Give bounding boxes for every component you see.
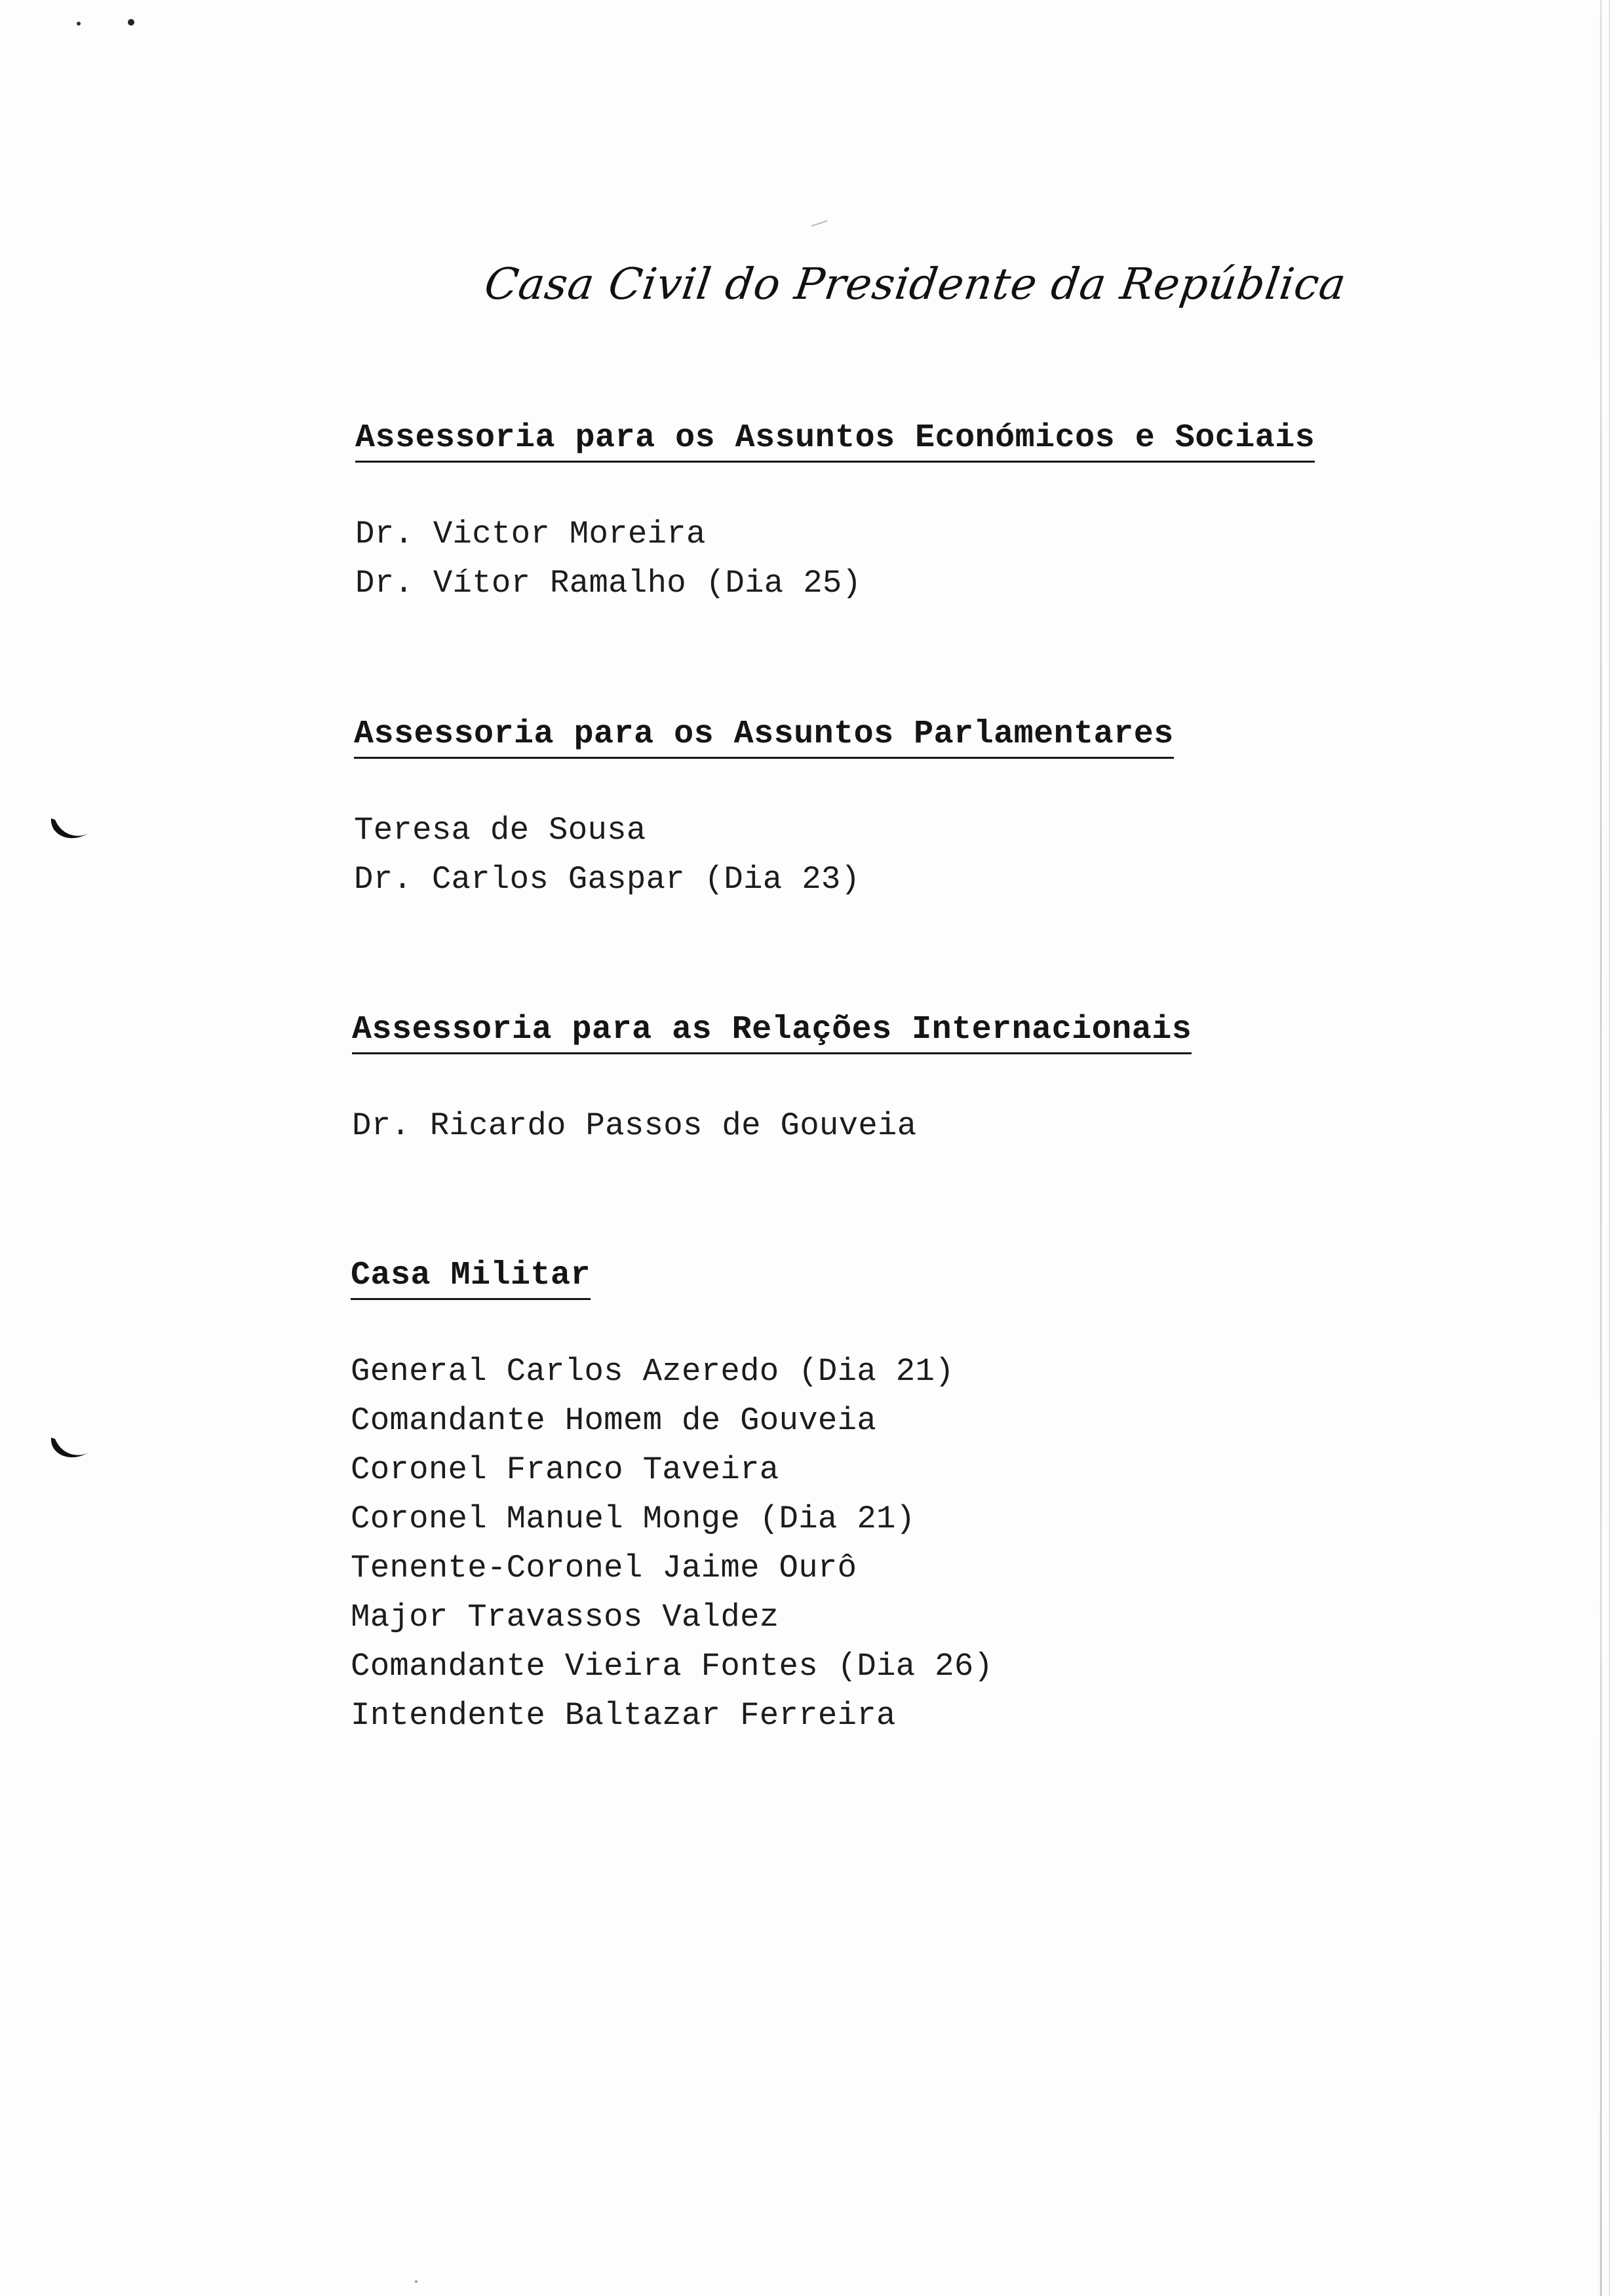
member-name: Dr. Ricardo Passos de Gouveia xyxy=(352,1107,917,1144)
letterhead xyxy=(481,259,1350,331)
member-name: Major Travassos Valdez xyxy=(351,1599,779,1636)
section-economic-social xyxy=(355,419,1315,619)
section-heading: Casa Militar xyxy=(351,1257,591,1300)
section-heading: Assessoria para os Assuntos Económicos e Sociais xyxy=(355,419,1315,463)
member-name: Coronel Franco Taveira xyxy=(351,1451,779,1488)
member-name: Dr. Victor Moreira xyxy=(355,516,706,552)
section-heading: Assessoria para as Relações Internacionais xyxy=(352,1011,1192,1054)
member-name: General Carlos Azeredo (Dia 21) xyxy=(351,1353,954,1390)
member-list xyxy=(354,806,1174,904)
section-heading: Assessoria para os Assuntos Parlamentares xyxy=(354,716,1174,759)
member-name: Tenente-Coronel Jaime Ourô xyxy=(351,1550,857,1586)
section-military xyxy=(351,1257,993,1751)
member-name: Teresa de Sousa xyxy=(354,812,646,849)
member-list xyxy=(355,510,1315,608)
punch-hole-mark xyxy=(47,816,93,846)
punch-hole-mark xyxy=(47,1435,93,1465)
member-name: Comandante Homem de Gouveia xyxy=(351,1402,877,1439)
member-name: Intendente Baltazar Ferreira xyxy=(351,1697,896,1734)
member-list xyxy=(351,1347,993,1740)
member-name: Coronel Manuel Monge (Dia 21) xyxy=(351,1501,916,1537)
section-parliamentary xyxy=(354,716,1174,915)
letterhead-title: Casa Civil do Presidente da República xyxy=(481,259,1350,309)
section-international xyxy=(352,1011,1192,1161)
member-name: Comandante Vieira Fontes (Dia 26) xyxy=(351,1648,994,1685)
member-name: Dr. Vítor Ramalho (Dia 25) xyxy=(355,565,862,602)
member-name: Dr. Carlos Gaspar (Dia 23) xyxy=(354,861,861,898)
member-list xyxy=(352,1101,1192,1151)
